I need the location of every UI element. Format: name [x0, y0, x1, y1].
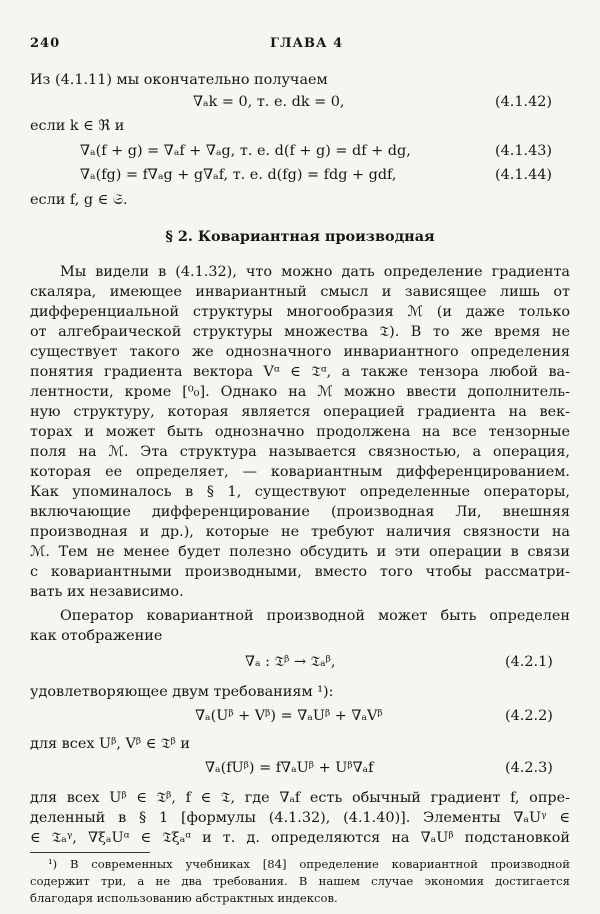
text-line: для всех Uᵝ ∈ 𝔗ᵝ, f ∈ 𝔗, где ∇ₐf есть обычный градиент f, опре- — [30, 790, 570, 806]
chapter-title: ГЛАВА 4 — [270, 36, 344, 51]
text-line: включающие дифференцирование (производная Ли, внешняя — [30, 504, 570, 520]
condition-line: если k ∈ ℜ и — [30, 118, 125, 134]
equation-number: (4.1.44) — [495, 167, 553, 183]
equation-number: (4.1.42) — [495, 94, 553, 110]
text-line: поля на ℳ. Эта структура называется связностью, а операция, — [30, 444, 570, 460]
text-line: которая ее определяет, — ковариантным дифференцированием. — [30, 464, 570, 480]
text-line: Оператор ковариантной производной может быть определен — [60, 608, 570, 624]
equation-4-2-2: ∇ₐ(Uᵝ + Vᵝ) = ∇ₐUᵝ + ∇ₐVᵝ — [195, 708, 383, 724]
footnote-line: ¹) В современных учебниках [84] определение ковариантной производной — [48, 857, 570, 871]
text-line: производная и др.), которые не требуют наличия связности на — [30, 524, 570, 540]
text-line: для всех Uᵝ, Vᵝ ∈ 𝔗ᵝ и — [30, 736, 190, 752]
text-line: Как упоминалось в § 1, существуют определенные операторы, — [30, 484, 570, 500]
text-line: удовлетворяющее двум требованиям ¹): — [30, 684, 334, 700]
equation-4-2-3: ∇ₐ(fUᵝ) = f∇ₐUᵝ + Uᵝ∇ₐf — [205, 760, 374, 776]
text-line: торах и может быть однозначно продолжена на все тензорные — [30, 424, 570, 440]
page-number: 240 — [30, 36, 61, 51]
equation-number: (4.2.3) — [505, 760, 553, 776]
text-line: лентности, кроме [⁰₀]. Однако на ℳ можно ввести дополнитель- — [30, 384, 570, 400]
text-line: ℳ. Тем не менее будет полезно обсудить и эти операции в связи — [30, 544, 570, 560]
text-line: от алгебраической структуры множества 𝔗). В то же время не — [30, 324, 570, 340]
text-line: дифференциальной структуры многообразия ℳ (и даже только — [30, 304, 570, 320]
text-line: ∈ 𝔗ₐᵞ, ∇ξₐUᵅ ∈ 𝔗ξₐᵅ и т. д. определяются на ∇ₐUᵝ подстановкой — [30, 830, 570, 846]
text-line: существует такого же однозначного инвариантного определения — [30, 344, 570, 360]
footnote-line: благодаря использованию абстрактных индексов. — [30, 891, 338, 905]
equation-4-1-44: ∇ₐ(fg) = f∇ₐg + g∇ₐf, т. е. d(fg) = fdg + gdf, — [80, 167, 397, 183]
footnote-line: содержит три, а не два требования. В нашем случае экономия достигается — [30, 874, 570, 888]
text-line: вать их независимо. — [30, 584, 184, 600]
intro-line: Из (4.1.11) мы окончательно получаем — [30, 72, 328, 88]
section-heading: § 2. Ковариантная производная — [165, 228, 435, 245]
text-line: скаляра, имеющее инвариантный смысл и зависящее лишь от — [30, 284, 570, 300]
text-line: ную структуру, которая является операцией градиента на век- — [30, 404, 570, 420]
equation-number: (4.2.1) — [505, 654, 553, 670]
condition-line: если f, g ∈ 𝔖. — [30, 192, 128, 208]
text-line: с ковариантными производными, вместо того чтобы рассматри- — [30, 564, 570, 580]
text-line: Мы видели в (4.1.32), что можно дать определение градиента — [60, 264, 570, 280]
text-line: понятия градиента вектора Vᵅ ∈ 𝔗ᵅ, а также тензора любой ва- — [30, 364, 570, 380]
equation-number: (4.1.43) — [495, 143, 553, 159]
equation-number: (4.2.2) — [505, 708, 553, 724]
text-line: как отображение — [30, 628, 163, 644]
equation-4-2-1: ∇ₐ : 𝔗ᵝ → 𝔗ₐᵝ, — [245, 654, 336, 670]
equation-4-1-42: ∇ₐk = 0, т. е. dk = 0, — [193, 94, 345, 110]
equation-4-1-43: ∇ₐ(f + g) = ∇ₐf + ∇ₐg, т. е. d(f + g) = df + dg, — [80, 143, 411, 159]
text-line: деленный в § 1 [формулы (4.1.32), (4.1.40)]. Элементы ∇ₐUᵞ ∈ — [30, 810, 570, 826]
footnote-rule — [30, 852, 150, 853]
